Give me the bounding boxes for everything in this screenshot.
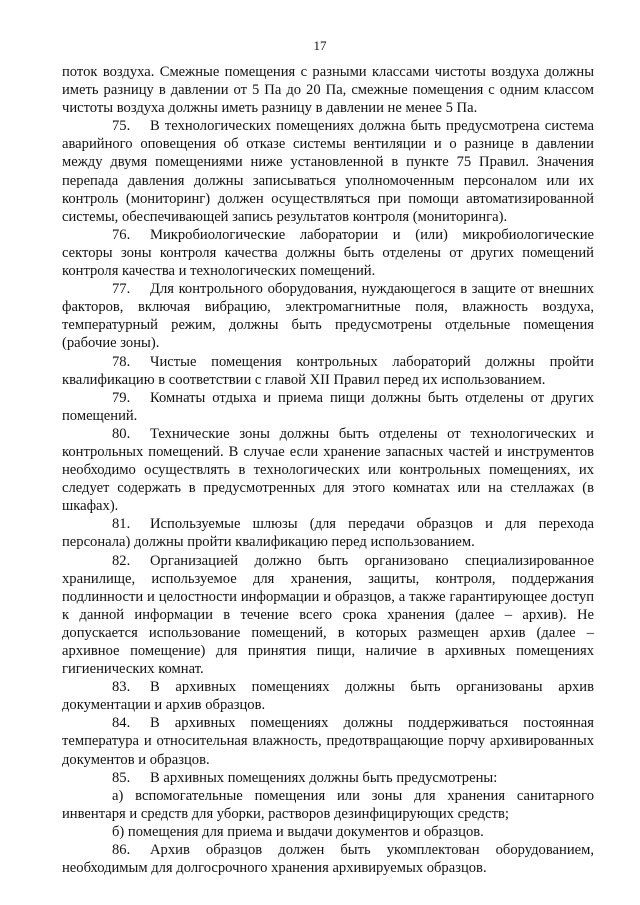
- paragraph-continuation: [62, 63, 594, 117]
- document-body: [62, 63, 594, 877]
- paragraph-84: [62, 714, 594, 768]
- paragraph-82: [62, 552, 594, 679]
- paragraph-text: В технологических помещениях должна быть предусмотрена система аварийного оповещения об отказе системы вентиляции и о разнице в давлении между двумя помещениями ниже установленной в пункте 75 Правил. Значения перепада давления должны записываться уполномоченным персоналом или их контроль (мониторинг) должен осуществляться при помощи автоматизированной системы, обеспечивающей запись результатов контроля (мониторинга).: [62, 118, 594, 225]
- paragraph-78: [62, 353, 594, 389]
- paragraph-text: Используемые шлюзы (для передачи образцов и для перехода персонала) должны пройти квалификацию перед использованием.: [62, 516, 594, 551]
- paragraph-number: 83.: [112, 679, 131, 696]
- paragraph-number: 86.: [112, 842, 131, 859]
- list-item-a: [62, 787, 594, 823]
- paragraph-number: 84.: [112, 715, 131, 732]
- paragraph-text: В архивных помещениях должны быть предусмотрены:: [150, 769, 498, 786]
- paragraph-number: 76.: [112, 226, 131, 243]
- paragraph-number: 82.: [112, 552, 131, 569]
- list-item-text: б) помещения для приема и выдачи документов и образцов.: [112, 823, 484, 840]
- list-item-text: а) вспомогательные помещения или зоны для хранения санитарного инвентаря и средств для уборки, растворов дезинфицирующих средств;: [62, 787, 594, 822]
- paragraph-number: 80.: [112, 425, 131, 442]
- paragraph-text: Чистые помещения контрольных лабораторий должны пройти квалификацию в соответствии с главой XII Правил перед их использованием.: [62, 353, 594, 388]
- paragraph-text: Микробиологические лаборатории и (или) микробиологические секторы зоны контроля качества должны быть отделены от других помещений контроля качества и технологических помещений.: [62, 226, 594, 280]
- paragraph-79: [62, 389, 594, 425]
- paragraph-text: Для контрольного оборудования, нуждающегося в защите от внешних факторов, включая вибрацию, электромагнитные поля, влажность воздуха, температурный режим, должны быть предусмотрены отдельные помещения (рабочие зоны).: [62, 281, 594, 352]
- paragraph-number: 79.: [112, 389, 131, 406]
- paragraph-number: 75.: [112, 118, 131, 135]
- paragraph-76: [62, 226, 594, 280]
- paragraph-text: В архивных помещениях должны быть организованы архив документации и архив образцов.: [62, 679, 594, 714]
- paragraph-text: Организацией должно быть организовано специализированное хранилище, используемое для хранения, защиты, контроля, поддержания подлинности и целостности информации и образцов, а также гарантирующее доступ к данной информации в течение всего срока хранения (далее – архив). Не допускается использование помещений, в которых размещен архив (далее – архивное помещение) для принятия пищи, наличие в архивных помещениях гигиенических комнат.: [62, 552, 594, 678]
- paragraph-75: [62, 117, 594, 226]
- paragraph-81: [62, 515, 594, 551]
- paragraph-80: [62, 425, 594, 515]
- paragraph-number: 85.: [112, 769, 131, 786]
- paragraph-83: [62, 678, 594, 714]
- paragraph-text: В архивных помещениях должны поддерживаться постоянная температура и относительная влажность, предотвращающие порчу архивированных документов и образцов.: [62, 715, 594, 768]
- paragraph-number: 77.: [112, 281, 131, 298]
- paragraph-text: Технические зоны должны быть отделены от технологических и контрольных помещений. В случае если хранение запасных частей и инструментов необходимо осуществлять в технологических или контрольных помещениях, их следует содержать в предусмотренных для этого комнатах или на стеллажах (в шкафах).: [62, 425, 594, 515]
- paragraph-85: [62, 769, 594, 787]
- paragraph-text: поток воздуха. Смежные помещения с разными классами чистоты воздуха должны иметь разницу в давлении от 5 Па до 20 Па, смежные помещения с одним классом чистоты воздуха должны иметь разницу в давлении не менее 5 Па.: [62, 64, 594, 117]
- paragraph-number: 78.: [112, 353, 131, 370]
- paragraph-text: Архив образцов должен быть укомплектован оборудованием, необходимым для долгосрочного хранения архивируемых образцов.: [62, 842, 594, 877]
- paragraph-text: Комнаты отдыха и приема пищи должны быть отделены от других помещений.: [62, 389, 594, 424]
- paragraph-number: 81.: [112, 516, 131, 533]
- paragraph-77: [62, 280, 594, 352]
- list-item-b: [62, 823, 594, 841]
- page-number: 17: [313, 38, 327, 53]
- paragraph-86: [62, 841, 594, 877]
